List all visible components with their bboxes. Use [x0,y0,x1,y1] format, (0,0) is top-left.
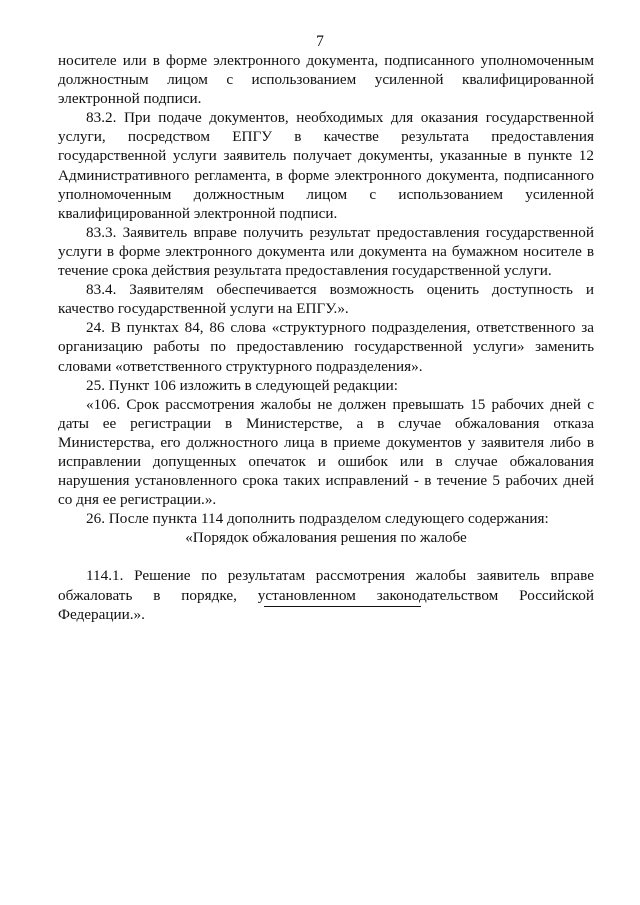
paragraph-83-4: 83.4. Заявителям обеспечивается возможность оценить доступность и качество государственной услуги на ЕПГУ.». [58,281,594,318]
blank-line [58,547,594,566]
paragraph-26: 26. После пункта 114 дополнить подразделом следующего содержания: [86,510,549,528]
end-rule-divider [264,606,421,607]
paragraph-83-2: 83.2. При подаче документов, необходимых для оказания государственной услуги, посредством ЕПГУ в качестве результата предоставления государственной услуги заявитель получает документы, указанные в пункте 12 Административного регламента, в форме электронного документа, подписанного уполномоченным должностным лицом с использованием усиленной квалифицированной электронной подписи. [58,109,594,222]
paragraph-106-quote: «106. Срок рассмотрения жалобы не должен превышать 15 рабочих дней с даты ее регистрации в Министерстве, а в случае обжалования отказа Министерства, его должностного лица в приеме документов у заявителя либо в исправлении допущенных опечаток и ошибок или в случае обжалования нарушения установленного срока таких исправлений - в течение 5 рабочих дней со дня ее регистрации.». [58,395,594,509]
subsection-heading: «Порядок обжалования решения по жалобе [185,529,467,547]
paragraph-24: 24. В пунктах 84, 86 слова «структурного подразделения, ответственного за организацию работы по предоставлению государственной услуги» заменить словами «ответственного структурного подразделения». [58,319,594,375]
paragraph-83-3: 83.3. Заявитель вправе получить результат предоставления государственной услуги в форме электронного документа или документа на бумажном носителе в течение срока действия результата предоставления государственной услуги. [58,223,594,280]
paragraph-114-1: 114.1. Решение по результатам рассмотрения жалобы заявитель вправе обжаловать в порядке, установленном законодательством Российской Федерации.». [58,567,594,623]
document-body [58,51,594,624]
paragraph-25: 25. Пункт 106 изложить в следующей редакции: [86,376,399,394]
page-number: 7 [316,33,324,50]
paragraph-continuation: носителе или в форме электронного документа, подписанного уполномоченным должностным лицом с использованием усиленной квалифицированной электронной подписи. [58,52,594,108]
